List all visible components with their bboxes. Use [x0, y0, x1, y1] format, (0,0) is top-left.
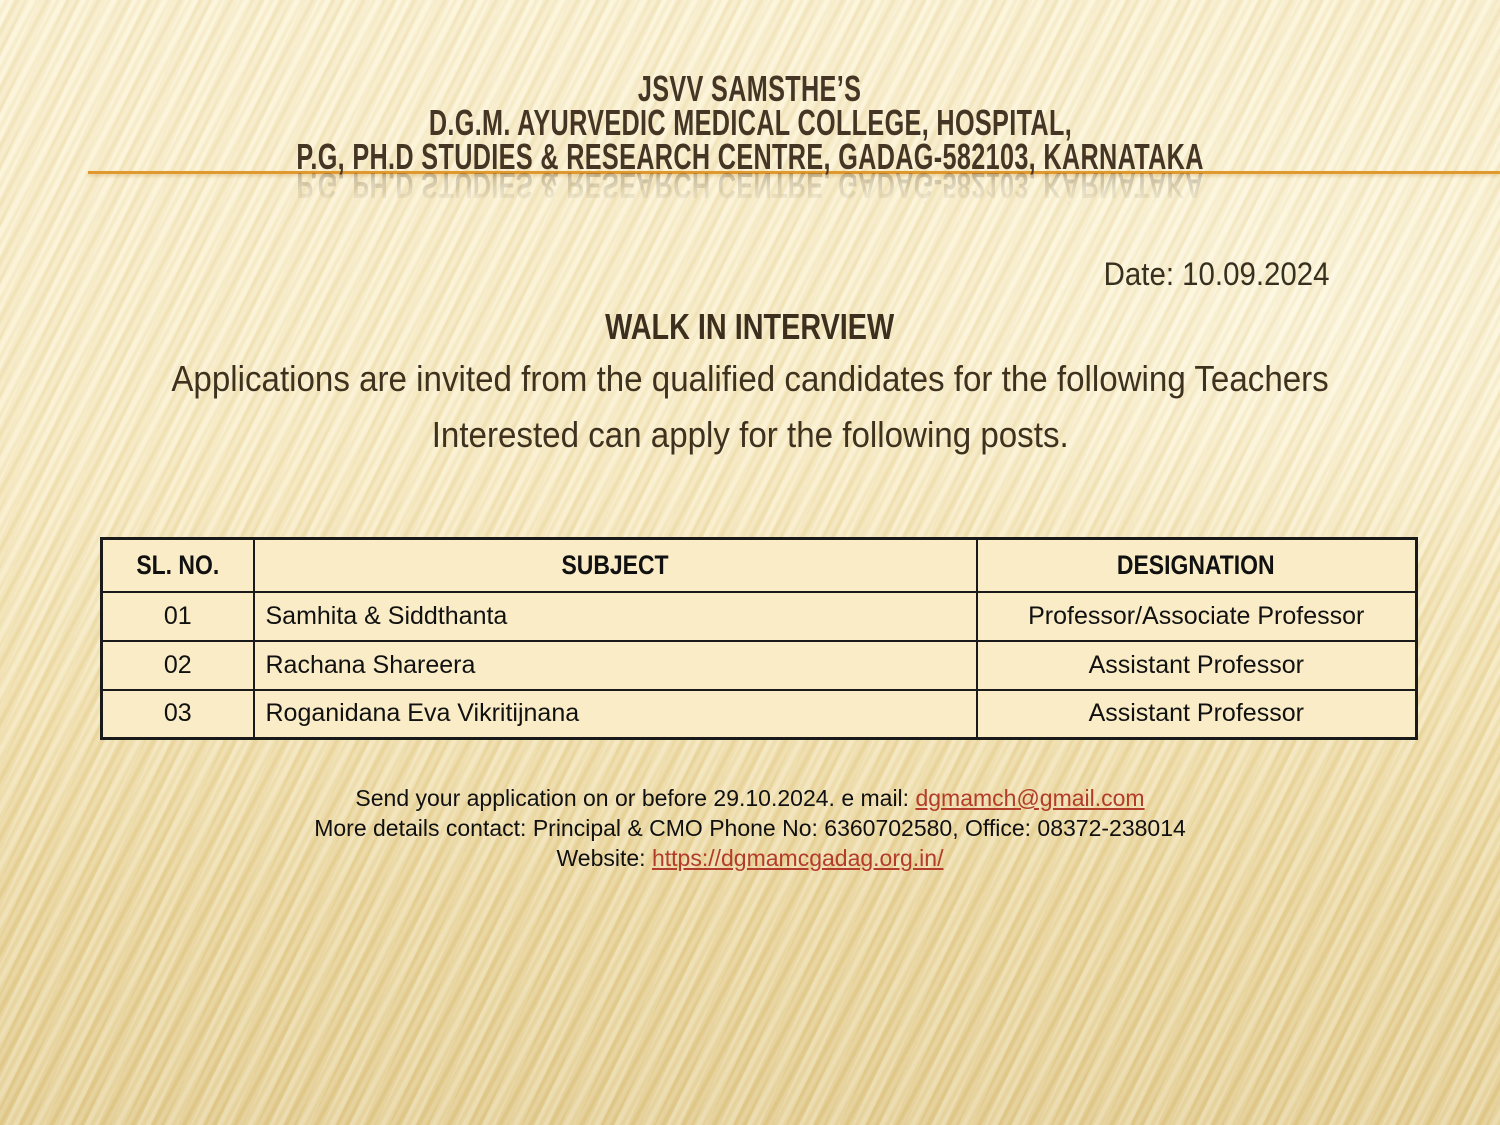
college-letterhead [0, 68, 1500, 177]
col-header-designation-text: DESIGNATION [1117, 549, 1276, 580]
org-college-name [0, 102, 1500, 143]
notice-title [0, 306, 1500, 348]
row1-subject: Samhita & Siddthanta [254, 592, 977, 641]
website-link[interactable]: https://dgmamcgadag.org.in/ [651, 845, 944, 871]
row2-designation: Assistant Professor [977, 641, 1417, 690]
website-line [0, 843, 1500, 873]
org-trust-name-text: JSVV SAMSTHE’S [638, 68, 862, 109]
row1-designation: Professor/Associate Professor [977, 592, 1417, 641]
table-row [102, 592, 1417, 641]
col-header-sl-no-text: SL. NO. [136, 549, 220, 580]
col-header-designation [977, 539, 1417, 592]
vacancy-table [100, 537, 1418, 740]
application-instruction-line [0, 783, 1500, 813]
row1-sl-no: 01 [102, 592, 254, 641]
col-header-sl-no [102, 539, 254, 592]
row3-sl-no: 03 [102, 690, 254, 739]
table-row [102, 641, 1417, 690]
intro-line-1 [0, 358, 1500, 400]
col-header-subject-text: SUBJECT [561, 549, 669, 580]
org-address-line-text: P.G, PH.D STUDIES & RESEARCH CENTRE, GADAG-582103, KARNATAKA [296, 136, 1204, 177]
table-row [102, 690, 1417, 739]
notice-date-text: Date: 10.09.2024 [1104, 256, 1330, 292]
row3-subject: Roganidana Eva Vikritijnana [254, 690, 977, 739]
contact-block [0, 783, 1500, 873]
col-header-subject [254, 539, 977, 592]
notice-title-text: WALK IN INTERVIEW [605, 306, 895, 347]
website-label: Website: [556, 845, 652, 871]
org-college-name-text: D.G.M. AYURVEDIC MEDICAL COLLEGE, HOSPITAL, [428, 102, 1072, 143]
intro-line-2-text: Interested can apply for the following posts. [431, 414, 1069, 455]
contact-details-text: More details contact: Principal & CMO Phone No: 6360702580, Office: 08372-238014 [314, 815, 1186, 841]
row3-designation: Assistant Professor [977, 690, 1417, 739]
notice-date [1084, 256, 1330, 293]
email-link[interactable]: dgmamch@gmail.com [915, 785, 1145, 811]
intro-line-2 [0, 414, 1500, 456]
row2-subject: Rachana Shareera [254, 641, 977, 690]
org-trust-name [0, 68, 1500, 109]
application-instruction-text: Send your application on or before 29.10.2024. e mail: [355, 785, 916, 811]
intro-line-1-text: Applications are invited from the qualified candidates for the following Teachers [171, 358, 1329, 399]
contact-details-line [0, 813, 1500, 843]
row2-sl-no: 02 [102, 641, 254, 690]
org-address-line [0, 136, 1500, 177]
table-header-row [102, 539, 1417, 592]
